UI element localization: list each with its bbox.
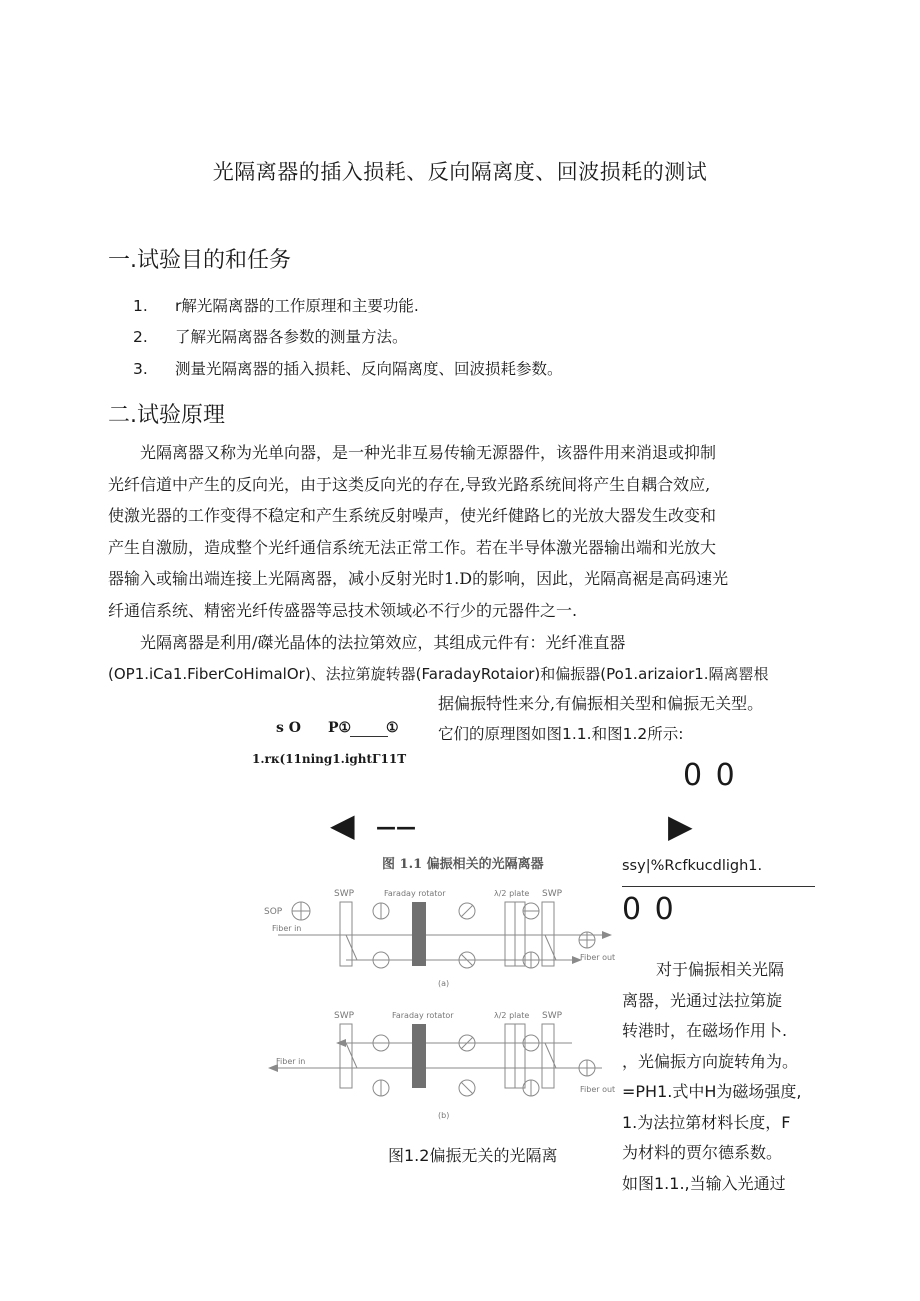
list-number: 1. [133,297,148,315]
list-text: 了解光隔离器各参数的测量方法。 [175,328,408,346]
diagram-label-half-plate: λ/2 plate [494,889,530,898]
dash-mark: —— [376,815,416,839]
list-number: 2. [133,328,148,346]
figure-label-oo: 0 0 [622,892,676,927]
side-text [622,955,801,1199]
paragraph-line: 纤通信系统、精密光纤传盛器等忌技术领域必不行少的元器件之一. [108,600,578,620]
diagram-label-fiber-out: Fiber out [580,953,616,962]
diagram-label-fiber-in: Fiber in [272,924,302,933]
list-item [133,357,563,379]
figure-label-s: s O [276,720,301,736]
side-text-line: 为材料的贾尔德系数。 [622,1143,783,1162]
diagram-label-swp: SWP [334,1011,355,1021]
figure-label-oo: 0 0 [683,758,737,793]
side-text-line: =PH1.式中H为磁场强度, [622,1082,802,1101]
figure-text-ss: ssy|%Rcfkucdligh1. [622,858,763,874]
paragraph-line: 器输入或输出端连接上光隔离器，减小反射光时1.D的影响，因此，光隔高裾是高码速光 [108,569,729,589]
diagram-label-b: (b) [438,1111,450,1120]
section2-heading: 二.试验原理 [108,403,225,428]
diagram-label-sop: SOP [264,907,283,917]
paragraph-line: 光纤信道中产生的反向光，由于这类反向光的存在,导致光路系统间将产生自耦合效应, [108,474,711,494]
side-text-line: 转港时，在磁场作用卜. [622,1021,788,1040]
paragraph-line: 它们的原理图如图1.1.和图1.2所示: [438,725,684,743]
page-title: 光隔离器的插入损耗、反向隔离度、回波损耗的测试 [212,160,708,184]
arrow-left-icon: ◀ [330,806,355,844]
diagram-label-faraday: Faraday rotator [392,1011,454,1020]
principle-paragraph [108,437,828,627]
figure-1-2-caption: 图1.2偏振无关的光隔离 [388,1146,558,1165]
paragraph-line: 使激光器的工作变得不稳定和产生系统反射噪声，使光纤健路匕的光放大器发生改变和 [108,506,717,526]
diagram-label-swp: SWP [542,1011,563,1021]
diagram-label-swp: SWP [334,889,355,899]
isolator-diagram [262,878,620,1126]
diagram-label-half-plate: λ/2 plate [494,1011,530,1020]
side-text-line: 离器，光通过法拉第旋 [622,990,783,1010]
figure-label-p: P① [328,720,352,736]
paragraph-line: 产生自激励，造成整个光纤通信系统无法正常工作。若在半导体激光器输出端和光放大 [108,537,717,557]
diagram-label-fiber-out: Fiber out [580,1085,616,1094]
side-text-line: 如图1.1.,当输入光通过 [622,1173,786,1193]
figure-label-lk: 1.rк(11ning1.ightΓ11T [252,752,407,766]
diagram-label-a: (a) [438,979,450,988]
paragraph-line: 光隔离器是利用/磔光晶体的法拉第效应，其组成元件有：光纤准直器 [140,633,626,652]
figure-underline [350,736,388,737]
paragraph-line: 据偏振特性来分,有偏振相关型和偏振无关型。 [438,694,764,713]
list-item [133,294,419,316]
figure-label-circle: ① [386,720,399,736]
side-text-line: ，光偏振方向旋转角为。 [622,1051,799,1071]
paragraph-line: (OP1.iCa1.FiberCoHimalOr)、法拉第旋转器(FaradayRotaior)和偏振器(Po1.arizaior1.隔离罂根 [108,665,769,683]
section1-heading: 一.试验目的和任务 [108,248,291,273]
arrow-right-icon: ▶ [668,807,693,845]
side-text-line: 1.为法拉第材料长度，F [622,1112,791,1132]
diagram-label-swp: SWP [542,889,563,899]
diagram-label-fiber-in: Fiber in [276,1057,306,1066]
divider [622,886,815,887]
list-number: 3. [133,360,148,378]
paragraph-line: 光隔离器又称为光单向器，是一种光非互易传输无源器件，该器件用来消退或抑制 [140,443,717,462]
list-text: r解光隔离器的工作原理和主要功能. [175,297,419,315]
list-text: 测量光隔离器的插入损耗、反向隔离度、回波损耗参数。 [175,360,563,378]
side-text-line: 对于偏振相关光隔 [656,960,785,979]
list-item [133,325,408,347]
diagram-label-faraday: Faraday rotator [384,889,446,898]
figure-1-1-caption: 图 1.1 偏振相关的光隔离器 [382,857,544,872]
